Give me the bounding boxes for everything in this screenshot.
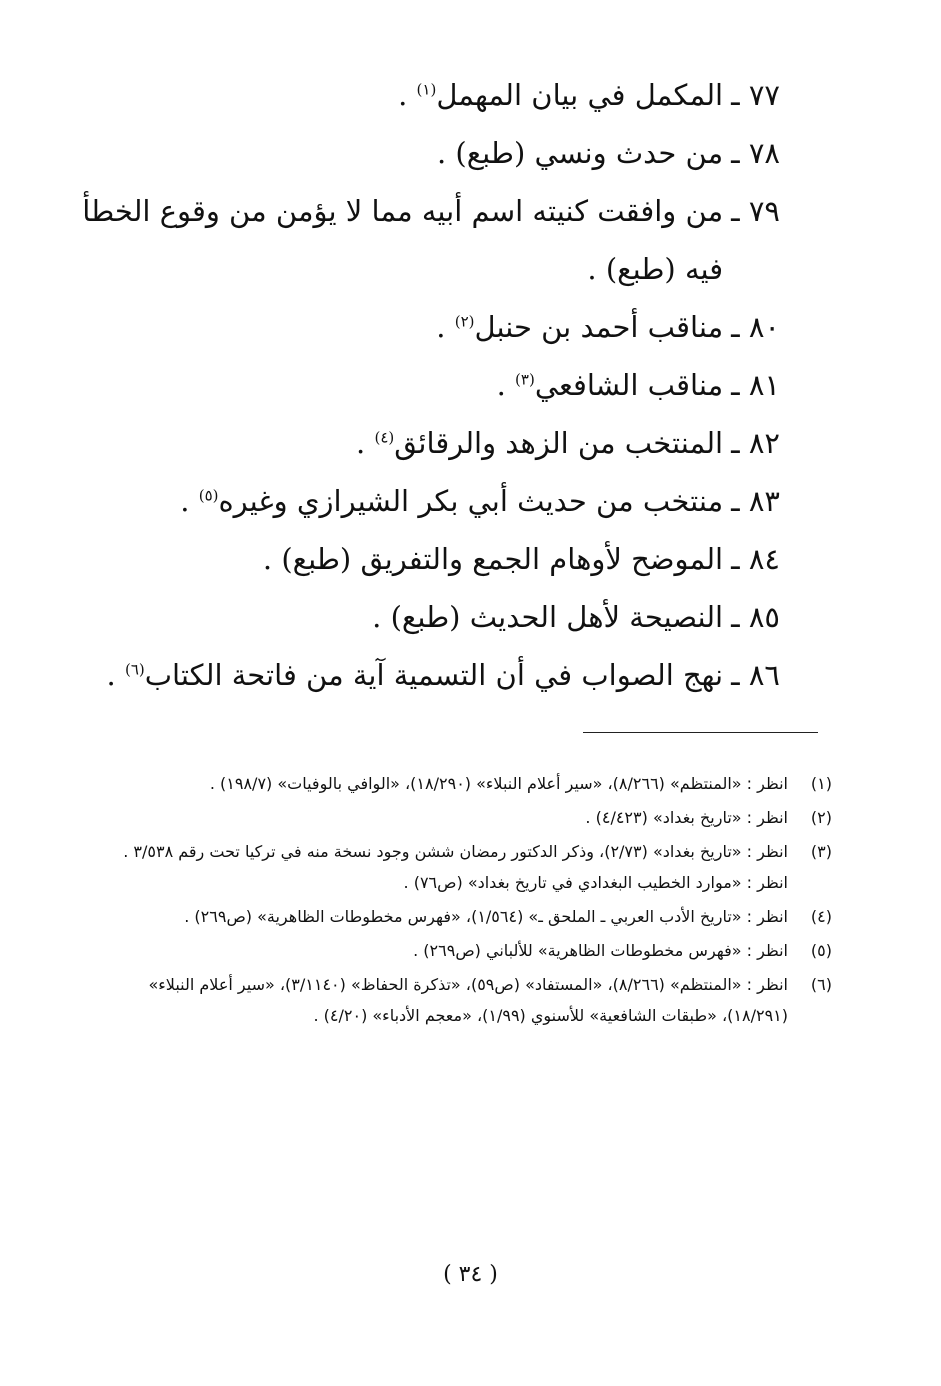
footnote-line: انظر : «تاريخ بغداد» (٤/٤٢٣) .	[585, 808, 788, 827]
footnote	[80, 802, 832, 833]
entry-title: الموضح لأوهام الجمع والتفريق (طبع) .	[262, 542, 724, 576]
footnote-number: (٢)	[810, 808, 832, 827]
entry-number: ٨٤ ـ	[731, 542, 780, 576]
entry-number: ٧٩ ـ	[731, 194, 780, 228]
footnote	[80, 935, 832, 966]
footnote-body	[80, 901, 788, 932]
entry-title: النصيحة لأهل الحديث (طبع) .	[372, 600, 724, 634]
work-entry	[80, 588, 780, 646]
entry-text	[80, 414, 723, 472]
footnote-divider	[583, 732, 818, 733]
footnote-reference: (٥)	[198, 486, 219, 505]
footnote-reference: (٦)	[124, 660, 145, 679]
entry-text	[80, 530, 723, 588]
footnote-number: (٤)	[810, 907, 832, 926]
entry-number: ٨١ ـ	[731, 368, 780, 402]
work-entry	[80, 124, 780, 182]
page-number: ( ٣٤ )	[443, 1262, 498, 1287]
entry-title: المكمل في بيان المهمل	[436, 78, 724, 112]
entry-text	[80, 182, 723, 298]
entry-end-mark: .	[180, 484, 199, 518]
entry-text	[80, 66, 723, 124]
entry-text	[80, 472, 723, 530]
footnote-number: (١)	[810, 774, 832, 793]
work-entry	[80, 646, 780, 704]
entry-end-mark: .	[106, 658, 125, 692]
entry-text	[80, 588, 723, 646]
entry-title: منتخب من حديث أبي بكر الشيرازي وغيره	[218, 484, 724, 518]
entry-title: نهج الصواب في أن التسمية آية من فاتحة الكتاب	[144, 658, 724, 692]
entry-number: ٧٨ ـ	[731, 136, 780, 170]
footnote-number: (٦)	[810, 975, 832, 994]
entry-text	[80, 646, 723, 704]
footnote	[80, 969, 832, 1031]
entry-text	[80, 298, 723, 356]
footnote	[80, 836, 832, 898]
entry-text	[80, 356, 723, 414]
entry-number: ٨٥ ـ	[731, 600, 780, 634]
entry-end-mark: .	[436, 310, 455, 344]
work-entry	[80, 182, 780, 298]
work-entry	[80, 530, 780, 588]
work-entry	[80, 472, 780, 530]
entry-title: المنتخب من الزهد والرقائق	[394, 426, 724, 460]
footnote-body	[80, 969, 788, 1031]
work-entry	[80, 356, 780, 414]
footnote-reference: (٣)	[515, 370, 535, 389]
work-entry	[80, 414, 780, 472]
footnote-body	[80, 802, 788, 833]
work-entry	[80, 66, 780, 124]
footnotes-list	[80, 768, 832, 1034]
footnote-line: انظر : «موارد الخطيب البغدادي في تاريخ بغداد» (ص٧٦) .	[403, 873, 788, 892]
footnote-reference: (٤)	[374, 428, 395, 447]
entry-number: ٨٦ ـ	[731, 658, 780, 692]
footnote-line: انظر : «المنتظم» (٨/٢٦٦)، «المستفاد» (ص٥٩)، «تذكرة الحفاظ» (٣/١١٤٠)، «سير أعلام النبلاء» (١٨/٢٩١)، «طبقات الشافعية» للأسنوي (١/٩٩)، «معجم الأدباء» (٤/٢٠) .	[148, 975, 788, 1025]
entry-title: من حدث ونسي (طبع) .	[436, 136, 724, 170]
footnote-line: انظر : «تاريخ بغداد» (٢/٧٣)، وذكر الدكتور رمضان ششن وجود نسخة منه في تركيا تحت رقم ٣/٥٣٨ .	[123, 842, 788, 861]
entry-end-mark: .	[356, 426, 375, 460]
entry-end-mark: .	[398, 78, 417, 112]
entry-number: ٨٣ ـ	[731, 484, 780, 518]
entry-text	[80, 124, 723, 182]
work-entry	[80, 298, 780, 356]
entry-number: ٨٢ ـ	[731, 426, 780, 460]
footnote-reference: (٢)	[454, 312, 475, 331]
footnote-line: انظر : «تاريخ الأدب العربي ـ الملحق ـ» (١/٥٦٤)، «فهرس مخطوطات الظاهرية» (ص٢٦٩) .	[184, 907, 788, 926]
footnote-body	[80, 935, 788, 966]
footnote	[80, 901, 832, 932]
footnote	[80, 768, 832, 799]
entry-number: ٧٧ ـ	[731, 78, 780, 112]
works-list	[80, 66, 780, 704]
entry-end-mark: .	[496, 368, 516, 402]
footnote-body	[80, 836, 788, 898]
entry-number: ٨٠ ـ	[731, 310, 780, 344]
footnote-reference: (١)	[416, 80, 437, 99]
entry-title: مناقب الشافعي	[534, 368, 724, 402]
footnote-line: انظر : «فهرس مخطوطات الظاهرية» للألباني (ص٢٦٩) .	[413, 941, 788, 960]
entry-title: مناقب أحمد بن حنبل	[474, 310, 724, 344]
entry-title: من وافقت كنيته اسم أبيه مما لا يؤمن من وقوع الخطأ فيه (طبع) .	[82, 194, 724, 286]
footnote-number: (٥)	[810, 941, 832, 960]
footnote-body	[80, 768, 788, 799]
footnote-line: انظر : «المنتظم» (٨/٢٦٦)، «سير أعلام النبلاء» (١٨/٢٩٠)، «الوافي بالوفيات» (١٩٨/٧) .	[209, 774, 788, 793]
footnote-number: (٣)	[810, 842, 832, 861]
